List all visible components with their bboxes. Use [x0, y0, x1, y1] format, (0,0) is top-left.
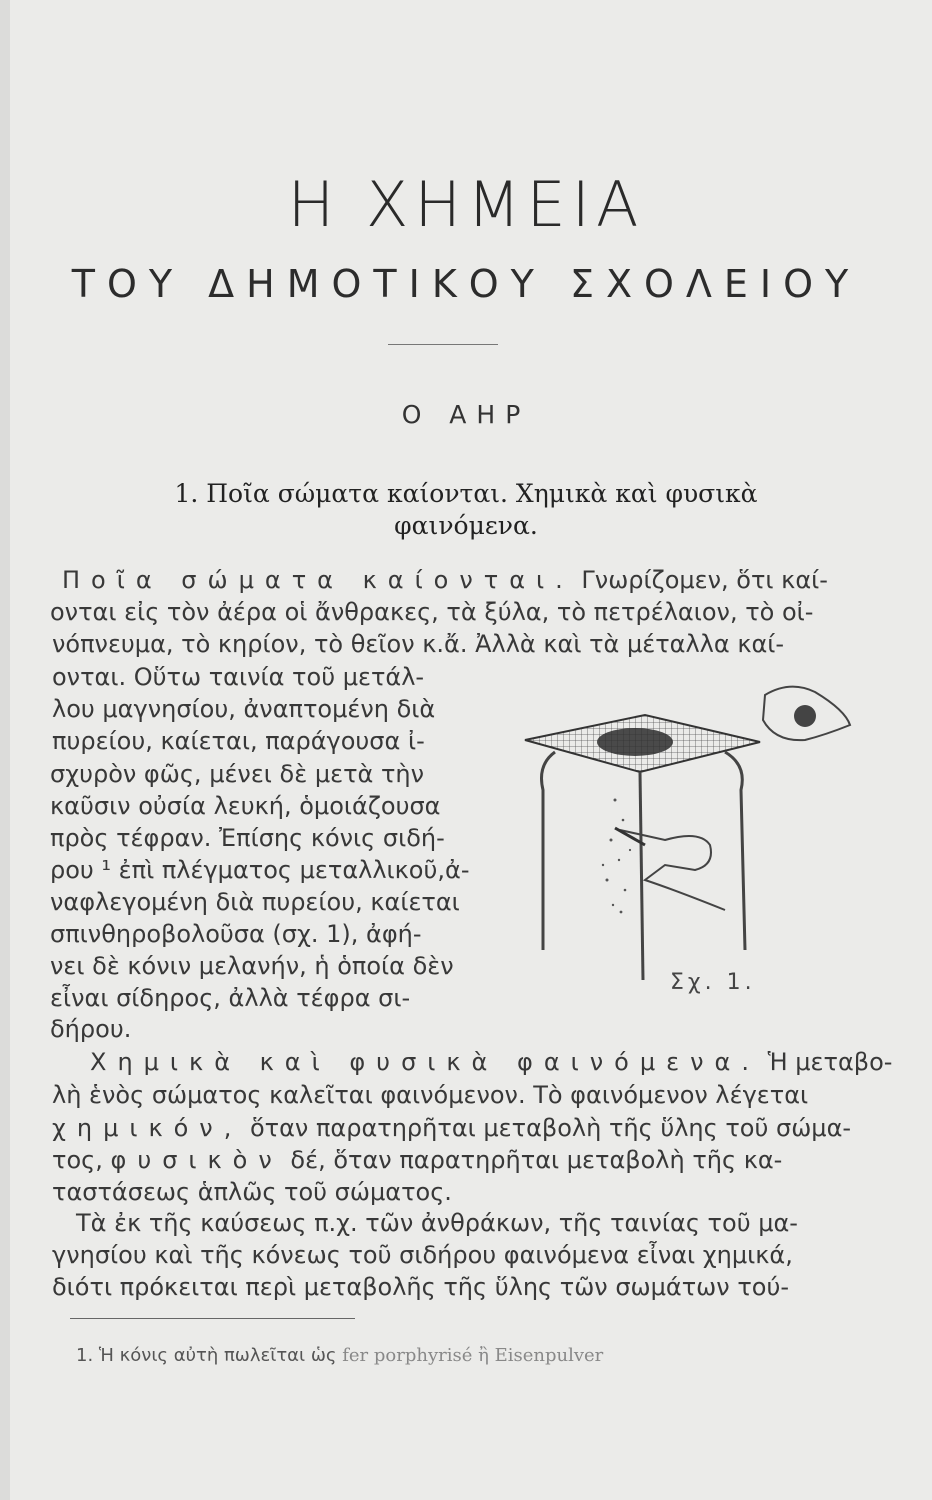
tripod-illustration: [515, 680, 855, 980]
chapter-heading-line1: 1. Ποῖα σώματα καίονται. Χημικὰ καὶ φυσικὰ: [174, 479, 758, 508]
text-line: νόπνευμα, τὸ κηρίον, τὸ θεῖον κ.ἄ. Ἀλλὰ καὶ τὰ μέταλλα καί-: [52, 630, 785, 658]
text-line: ονται εἰς τὸν ἀέρα οἱ ἄνθρακες, τὰ ξύλα, τὸ πετρέλαιον, τὸ οἰ-: [50, 598, 814, 626]
text-line: πρὸς τέφραν. Ἐπίσης κόνις σιδή-: [50, 824, 445, 852]
text-line: εἶναι σίδηρος, ἀλλὰ τέφρα σι-: [50, 984, 411, 1012]
chapter-heading-line2: φαινόμενα.: [394, 511, 538, 540]
text-line: λὴ ἑνὸς σώματος καλεῖται φαινόμενον. Τὸ φαινόμενον λέγεται: [52, 1081, 809, 1109]
text-line: ονται. Οὕτω ταινία τοῦ μετάλ-: [52, 663, 425, 691]
text-line: [52, 1145, 782, 1175]
figure-caption: Σχ. 1.: [670, 970, 756, 995]
text-line: [62, 565, 862, 595]
book-title: Η ΧΗΜΕΙΑ: [287, 168, 645, 241]
book-subtitle: ΤΟΥ ΔΗΜΟΤΙΚΟΥ ΣΧΟΛΕΙΟΥ: [71, 262, 861, 306]
text-run: ὅταν παρατηρῆται μεταβολὴ τῆς ὕλης τοῦ σώμα-: [242, 1114, 852, 1142]
text-line: ρου ¹ ἐπὶ πλέγματος μεταλλικοῦ,ἀ-: [50, 856, 470, 884]
title-divider: [388, 344, 498, 345]
text-line: γνησίου καὶ τῆς κόνεως τοῦ σιδήρου φαινόμενα εἶναι χημικά,: [52, 1241, 793, 1269]
text-line: σχυρὸν φῶς, μένει δὲ μετὰ τὴν: [50, 760, 425, 788]
text-run: δέ, ὅταν παρατηρῆται μεταβολὴ τῆς κα-: [282, 1146, 783, 1174]
text-run: Γνωρίζομεν, ὅτι καί-: [573, 566, 828, 594]
spaced-lead: Χημικὰ καὶ φυσικὰ φαινόμενα.: [90, 1048, 760, 1076]
text-line: Τὰ ἐκ τῆς καύσεως π.χ. τῶν ἀνθράκων, τῆς ταινίας τοῦ μα-: [76, 1209, 798, 1237]
text-line: λου μαγνησίου, ἀναπτομένη διὰ: [52, 695, 436, 723]
text-run: Ἡ μεταβο-: [759, 1048, 893, 1076]
text-run: τος,: [52, 1146, 111, 1174]
text-line: ταστάσεως ἁπλῶς τοῦ σώματος.: [52, 1178, 452, 1206]
footnote: [76, 1345, 603, 1366]
footnote-greek: 1. Ἡ κόνις αὐτὴ πωλεῖται ὡς: [76, 1345, 337, 1366]
text-line: ναφλεγομένη διὰ πυρείου, καίεται: [50, 888, 460, 916]
spaced-lead: Ποῖα σώματα καίονται.: [62, 566, 574, 594]
text-line: σπινθηροβολοῦσα (σχ. 1), ἀφή-: [50, 920, 422, 948]
chapter-heading: [96, 478, 836, 542]
text-line: διότι πρόκειται περὶ μεταβολῆς τῆς ὕλης τῶν σωμάτων τού-: [52, 1273, 789, 1301]
text-line: [52, 1113, 851, 1143]
footnote-latin: fer porphyrisé ἢ Eisenpulver: [342, 1345, 604, 1366]
text-line: νει δὲ κόνιν μελανήν, ἡ ὁποία δὲν: [50, 952, 454, 980]
text-line: πυρείου, καίεται, παράγουσα ἰ-: [52, 727, 425, 755]
section-title: Ο ΑΗΡ: [401, 400, 531, 429]
footnote-divider: [70, 1318, 355, 1319]
text-line: [90, 1047, 892, 1077]
text-line: καῦσιν οὐσία λευκή, ὁμοιάζουσα: [50, 792, 441, 820]
spaced-term: χημικόν,: [52, 1114, 243, 1142]
spaced-term: φυσικὸν: [110, 1146, 283, 1174]
text-line: δήρου.: [50, 1015, 132, 1043]
